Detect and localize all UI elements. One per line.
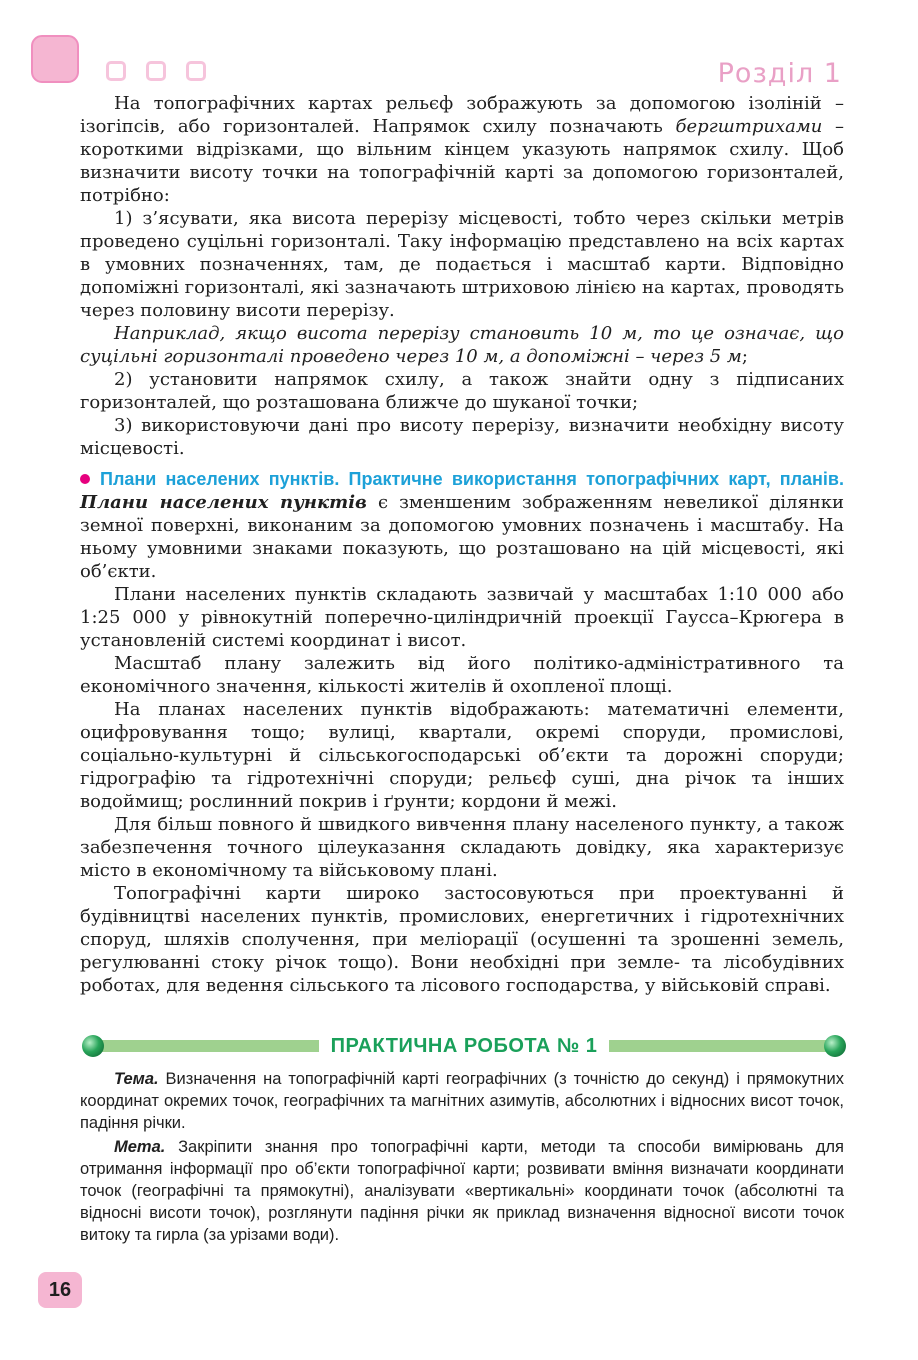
goal-label: Мета. (114, 1138, 166, 1156)
section-title: Розділ 1 (717, 58, 842, 89)
bullet-icon (80, 474, 90, 484)
paragraph-plan-scale: Масштаб плану залежить від його політико-адміністративного та економічного значення, кількості жителів й охопленої площі. (80, 653, 844, 697)
text-span: ; (741, 346, 748, 367)
main-text (80, 92, 844, 997)
goal-text: Закріпити знання про топографічні карти, методи та способи вимірювань для отримання інформації про об’єкти топографічної карти; розвивати вміння визначати координати точок (географічні та прямокутні), аналізувати «вертикальні» координати точок (абсолютні та відносні висоти точок), розглянути падіння річки як приклад визначення відносної висоти точок витоку та гирла (за урізами води). (80, 1138, 844, 1244)
paragraph-plan-contents: На планах населених пунктів відображають: математичні елементи, оцифровування тощо; вулиці, квартали, окремі споруди, промислові, соціально-культурні й сільськогосподарські об’єкти та дорожні споруди; гідрографію та гідротехнічні споруди; рельєф суші, дна річок та інших водоймищ; рослинний покрив і ґрунти; кордони й межі. (80, 699, 844, 812)
paragraph-reference: Для більш повного й швидкого вивчення плану населеного пункту, а також забезпечення точного цілеуказання складають довідку, яка характеризує місто в економічному та військовому плані. (80, 814, 844, 881)
practical-work-title-text: ПРАКТИЧНА РОБОТА № 1 (319, 1035, 610, 1057)
term-plans: Плани населених пунктів (80, 492, 367, 513)
paragraph-relief (80, 92, 844, 207)
task-goal (80, 1136, 844, 1246)
goal-paragraph (80, 1136, 844, 1246)
paragraph-step-1: 1) з’ясувати, яка висота перерізу місцевості, тобто через скільки метрів проведено суцільні горизонталі. Таку інформацію представлено на всіх картах в умовних позначеннях, там, де подається і масштаб карти. Відповідно допоміжні горизонталі, які зазначають штриховою лінією на картах, проводять через половину висоти перерізу. (80, 208, 844, 321)
decorative-square-large (31, 35, 79, 83)
decorative-square-1 (106, 61, 126, 81)
paragraph-usage: Топографічні карти широко застосовуються при проектуванні й будівництві населених пунктів, промислових, енергетичних і гідротехнічних споруд, шляхів сполучення, при меліорації (осушенні та зрошенні земель, регулюванні стоку річок тощо). Вони необхідні при земле- та лісобудівних роботах, для ведення сільського та лісового господарства, у військовій справі. (80, 883, 844, 996)
topic-paragraph (80, 1068, 844, 1134)
paragraph-step-2: 2) установити напрямок схилу, а також знайти одну з підписаних горизонталей, що розташована ближче до шуканої точки; (80, 369, 844, 413)
text-span: є зменшеним зображенням невеликої ділянки земної поверхні, виконаним за допомогою умовних позначень і масштабу. На ньому умовними знаками показують, що розташовано на цій місцевості, які об’єкти. (80, 492, 844, 582)
topic-label: Тема. (114, 1070, 159, 1088)
page-number: 16 (38, 1272, 82, 1308)
term-bergshtrikhy: бергштрихами (675, 116, 823, 137)
text-span: На топографічних картах рельєф зображують за допомогою ізоліній – ізогіпсів, або горизонталей. Напрямок схилу позначають (80, 93, 844, 137)
example-text: Наприклад, якщо висота перерізу становить 10 м, то це означає, що суцільні горизонталі проведено через 10 м, а допоміжні – через 5 м (80, 323, 844, 367)
paragraph-step-3: 3) використовуючи дані про висоту перерізу, визначити необхідну висоту місцевості. (80, 415, 844, 459)
task-topic (80, 1068, 844, 1134)
practical-work-banner (82, 1033, 846, 1059)
paragraph-example (80, 322, 844, 368)
subheading: Плани населених пунктів. Практичне використання топографічних карт, планів. (100, 469, 844, 489)
paragraph-scales: Плани населених пунктів складають зазвичай у масштабах 1:10 000 або 1:25 000 у рівнокутній поперечно-циліндричній проекції Гаусса–Крюгера в установленій системі координат і висот. (80, 584, 844, 651)
decorative-square-3 (186, 61, 206, 81)
paragraph-plans (80, 468, 844, 583)
text-span: – короткими відрізками, що вільним кінцем указують напрямок схилу. Щоб визначити висоту точки на топографічній карті за допомогою горизонталей, потрібно: (80, 116, 844, 206)
decorative-square-2 (146, 61, 166, 81)
topic-text: Визначення на топографічній карті географічних (з точністю до секунд) і прямокутних координат окремих точок, географічних та магнітних азимутів, абсолютних і відносних висот точок, падіння річки. (80, 1070, 844, 1132)
practical-work-title (82, 1033, 846, 1059)
